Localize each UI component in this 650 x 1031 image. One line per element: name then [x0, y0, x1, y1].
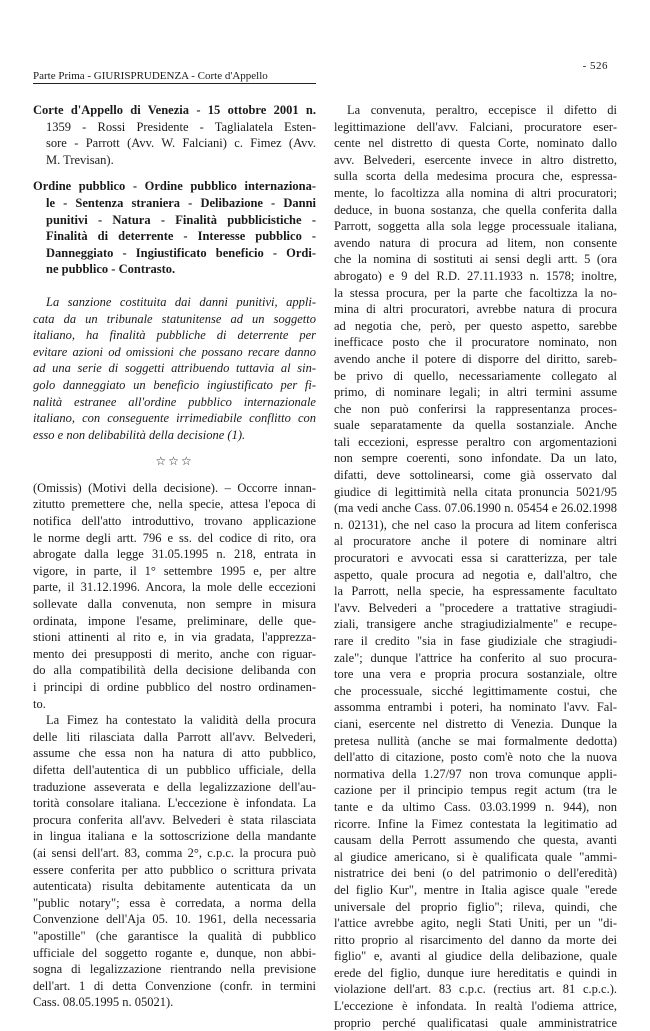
paragraph-1 — [33, 480, 316, 712]
body-line: La Fimez ha contestato la validità della procura — [46, 713, 316, 728]
body-line: pretesa nullità (anche se mai formalmente dedotta) — [334, 733, 617, 748]
body-line: n. 02131), che nel caso la procura ad litem conferisca — [334, 517, 617, 532]
body-line: che non può conferirsi la rappresentanza proces- — [334, 401, 617, 416]
body-line: proprio perché qualificatasi quale amministratrice — [334, 1015, 617, 1030]
body-line: difetta dell'autentica di un pubblico ufficiale, della — [33, 762, 316, 777]
body-line: ad negotia che, però, per questo aspetto, sarebbe — [334, 318, 617, 333]
body-line: aspetto, quale procura ad negotia e, dall'altro, che — [334, 567, 617, 582]
keyword-line: Ordine pubblico - Ordine pubblico internaziona- — [33, 179, 316, 194]
keyword-line: Finalità di deterrente - Interesse pubblico - — [46, 229, 316, 244]
body-line: to. — [33, 696, 46, 711]
massima-line: ad una serie di soggetti attribuendo tuttavia al sin- — [33, 361, 316, 376]
right-column — [334, 102, 617, 1031]
body-line: la Parrott, nella specie, ha espressamente facultato — [334, 584, 617, 599]
body-line: L'eccezione è infondata. In realtà l'odiema attrice, — [334, 999, 617, 1014]
keyword-line: le - Sentenza straniera - Delibazione - Danni — [46, 195, 316, 210]
body-line: ritto proprio al risarcimento del danno da morte dei — [334, 932, 617, 947]
body-line: ufficiale del soggetto rogante e, dunque, non abbi- — [33, 945, 316, 960]
body-line: al procuratore anche il potere di nominare altri — [334, 534, 617, 549]
body-line: avendo anche il potere di disporre del diritto, sareb- — [334, 351, 617, 366]
court-line: 1359 - Rossi Presidente - Taglialatela Esten- — [46, 119, 316, 134]
page-number: - 526 — [582, 60, 608, 72]
body-line: (Omissis) (Motivi della decisione). – Occorre innan- — [33, 480, 316, 495]
body-line: del figlio Kur", mentre in Italia agisce quale "erede — [334, 882, 617, 897]
body-line: dell'art. 1 di detta Convenzione (confr. in termini — [33, 978, 316, 993]
body-line: "apostille" (che garantisce la qualità di pubblico — [33, 928, 316, 943]
massima — [33, 294, 316, 443]
body-line: non sempre coerenti, sono infondate. Da un lato, — [334, 451, 617, 466]
body-line: stioni attinenti al rito e, in via gradata, l'apprezza- — [33, 630, 316, 645]
body-line: Parrott, soggetta alla sola legge processuale italiana, — [334, 219, 617, 234]
body-line: mento dei presupposti di merito, anche con riguar- — [33, 646, 316, 661]
keyword-line: Danneggiato - Ingiustificato beneficio - Ordi- — [46, 245, 316, 260]
body-line: giudice di legittimità nella citata pronuncia 5021/95 — [334, 484, 617, 499]
court-line: Corte d'Appello di Venezia - 15 ottobre 2001 n. — [33, 103, 316, 117]
body-line: autenticata) risulta debitamente autenticata da un — [33, 879, 316, 894]
massima-line: golo danneggiato un beneficio ingiustificato per fi- — [33, 377, 316, 392]
body-line: do alla compatibilità della decisione delibanda con — [33, 663, 316, 678]
body-line: violazione dell'art. 83 c.p.c. (rectius art. 81 c.p.c.). — [334, 982, 617, 997]
body-line: sogna di legalizzazione rientrando nella previsione — [33, 962, 316, 977]
body-line: primo, di nominare legali; in altri termini assume — [334, 385, 617, 400]
body-line: avendo natura di procura ad litem, non consente — [334, 235, 617, 250]
body-line: mente, lo facoltizza alla nomina di altri procuratori; — [334, 185, 617, 200]
body-line: causam della Perrott assumendo che questa, avanti — [334, 833, 617, 848]
body-line: abrogato) e 9 del R.D. 27.11.1933 n. 1578; inoltre, — [334, 268, 617, 283]
body-line: la stessa procura, per la parte che facoltizza la no- — [334, 285, 617, 300]
massima-line: italiano, con conseguente irrimediabile conflitto con — [33, 411, 316, 426]
section-separator: ☆☆☆ — [155, 454, 194, 469]
body-line: parte, il 31.12.1996. Ancora, la mole delle eccezioni — [33, 580, 316, 595]
body-line: torità consolare italiana. L'eccezione è infondata. La — [33, 796, 316, 811]
body-line: sulla scorta della medesima procura che, espressa- — [334, 169, 617, 184]
massima-line: evitare azioni od omissioni che possano recare danno — [33, 344, 316, 359]
court-heading — [33, 102, 316, 168]
massima-line: nalità estranee all'ordine pubblico internazionale — [33, 394, 316, 409]
massima-line: italiano, ha finalità pubbliche di deterrente per — [33, 328, 316, 343]
body-line: Cass. 08.05.1995 n. 05021). — [33, 995, 174, 1010]
body-line: cazione per il principio tempus regit actum (tra le — [334, 783, 617, 798]
body-line: essere conferita per atto pubblico o scrittura privata — [33, 862, 316, 877]
keyword-line: ne pubblico - Contrasto. — [46, 262, 176, 277]
keywords — [33, 178, 316, 278]
body-line: notifica dell'atto introduttivo, trovano applicazione — [33, 514, 316, 529]
body-line: deduce, in buona sostanza, che quella conferita dalla — [334, 202, 617, 217]
body-line: dell'atto di citazione, posto com'è noto che la nuova — [334, 750, 617, 765]
body-line: erede del figlio, dunque iure hereditatis e quindi in — [334, 965, 617, 980]
paragraph-3 — [334, 102, 617, 1031]
body-line: vigore, in parte, il 1° settembre 1995 e, per altre — [33, 563, 316, 578]
body-line: difatti, deve sottolinearsi, come già osservato dal — [334, 468, 617, 483]
body-line: inefficace posto che il procuratore nominato, non — [334, 335, 617, 350]
body-line: che processuale, sicché legittimamente costui, che — [334, 683, 617, 698]
body-line: che la nomina di sostituti ai sensi degli artt. 5 (ora — [334, 252, 617, 267]
body-line: ordinata, impone l'esame, preliminare, delle que- — [33, 613, 316, 628]
body-line: traduzione asseverata e della legalizzazione dell'au- — [33, 779, 316, 794]
body-line: (ma vedi anche Cass. 07.06.1990 n. 05454 e 26.02.1998 — [334, 501, 617, 516]
paragraph-2 — [33, 712, 316, 1011]
body-line: tante e da ultimo Cass. 03.03.1999 n. 944), non — [334, 799, 617, 814]
body-line: zitutto premettere che, nella specie, attesa l'epoca di — [33, 497, 316, 512]
body-line: delle liti rilasciata dalla Parrott all'avv. Belvederi, — [33, 729, 316, 744]
body-line: procuratori e avvocati essa si caratterizza, per tale — [334, 551, 617, 566]
body-line: sollevate dalla convenuta, non sempre in misura — [33, 597, 316, 612]
body-line: procura conferita all'avv. Belvederi è stata rilasciata — [33, 812, 316, 827]
body-line: mina di altri procuratori, avrebbe natura di procura — [334, 302, 617, 317]
court-line: sore - Parrott (Avv. W. Falciani) c. Fimez (Avv. — [46, 136, 316, 151]
body-line: be privo di quello, necessariamente collegato al — [334, 368, 617, 383]
body-line: universale del proprio figlio"; rileva, quindi, che — [334, 899, 617, 914]
left-column — [33, 102, 316, 1011]
body-line: al giudice americano, si è qualificata quale "ammi- — [334, 849, 617, 864]
body-line: tore una vera e propria procura sostanziale, oltre — [334, 667, 617, 682]
body-line: avv. Belvederi, esercente invece in altro distretto, — [334, 152, 617, 167]
body-line: i principi di ordine pubblico del nostro ordinamen- — [33, 680, 316, 694]
massima-line: esso e non delibabilità della decisione (1). — [33, 427, 246, 442]
body-line: in lingua italiana e la sottoscrizione della mandante — [33, 829, 316, 844]
massima-line: cata da un tribunale statunitense ad un soggetto — [33, 311, 316, 326]
body-line: rare il credito "sia in fase giudiziale che stragiudi- — [334, 634, 617, 648]
body-line: l'avv. Belvederi a "procedere a trattative stragiudi- — [334, 600, 617, 615]
body-line: suale separatamente da quella sostanziale. Anche — [334, 418, 617, 433]
body-line: zale"; dunque l'attrice ha conferito al suo procura- — [334, 650, 617, 665]
body-line: nistratrice dei beni (o del patrimonio o dell'eredità) — [334, 866, 617, 881]
body-line: cente nel distretto di questa Corte, nominato dallo — [334, 136, 617, 151]
body-line: assume che essa non ha natura di atto pubblico, — [33, 746, 316, 761]
body-line: tali eccezioni, espresse peraltro con argomentazioni — [334, 434, 617, 449]
body-line: ciani, esercente nel distretto di Venezia. Dunque la — [334, 716, 617, 731]
body-line: assomma entrambi i poteri, ha nominato l'avv. Fal- — [334, 700, 617, 715]
keyword-line: punitivi - Natura - Finalità pubblicistiche - — [46, 212, 316, 227]
body-line: le norme degli artt. 796 e ss. del codice di rito, ora — [33, 530, 316, 545]
court-line: M. Trevisan). — [46, 152, 114, 167]
body-line: legittimazione dell'avv. Falciani, procuratore eser- — [334, 119, 617, 134]
body-line: (ai sensi dell'art. 83, comma 2°, c.p.c. la procura può — [33, 845, 316, 860]
body-line: ziali, transigere anche stragiudizialmente" e recupe- — [334, 617, 617, 632]
running-head: Parte Prima - GIURISPRUDENZA - Corte d'Appello — [33, 70, 316, 84]
body-line: normativa della 1.27/97 non trova comunque appli- — [334, 766, 617, 781]
body-line: figlio" e, avanti al giudice della delibazione, quale — [334, 949, 617, 964]
body-line: Convenzione dell'Aja 05. 10. 1961, della necessaria — [33, 912, 316, 927]
body-line: ricorre. Infine la Fimez contestata la legitimatio ad — [334, 816, 617, 831]
body-line: "public notary"; essa è corredata, a norma della — [33, 895, 316, 910]
body-line: La convenuta, peraltro, eccepisce il difetto di — [347, 103, 617, 117]
massima-line: La sanzione costituita dai danni punitivi, appli- — [46, 294, 316, 309]
body-line: l'attice avrebbe agito, negli Stati Uniti, per un "di- — [334, 916, 617, 931]
body-line: abrogate dalla legge 31.05.1995 n. 218, entrata in — [33, 547, 316, 562]
